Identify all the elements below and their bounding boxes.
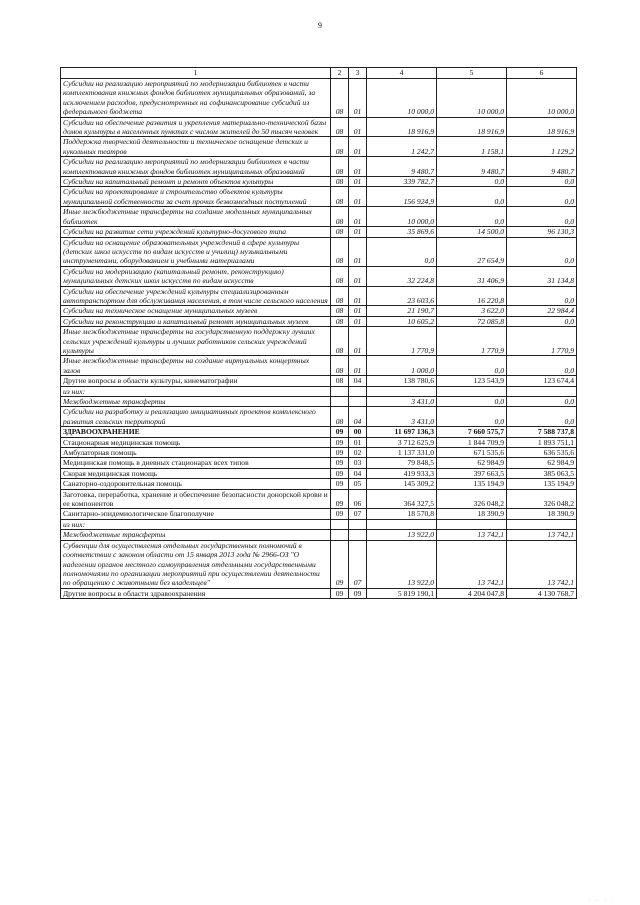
table-row [61, 316, 577, 326]
subsection-code-cell: 03 [349, 458, 367, 468]
amount-cell: 1 893 751,1 [507, 437, 577, 447]
amount-cell: 0,0 [507, 237, 577, 266]
amount-cell: 4 204 047,8 [437, 588, 507, 598]
table-body [61, 79, 577, 599]
subsection-code-cell: 01 [349, 187, 367, 207]
row-name-cell: Субсидии на техническое оснащение муниципальных музеев [61, 306, 331, 316]
amount-cell: 1 770,9 [437, 327, 507, 356]
section-code-cell: 08 [331, 327, 349, 356]
footer-mark: · ·· · · [588, 898, 614, 903]
subsection-code-cell: 01 [349, 207, 367, 227]
table-row [61, 588, 577, 598]
subsection-code-cell [349, 386, 367, 396]
row-name-cell: Субсидии на реализацию мероприятий по модернизации библиотек в части комплектования книжных фондов библиотек муниципальных образований, за исключением расходов, предусмотренных на софинансирование субсидий из федерального бюджета [61, 79, 331, 118]
subsection-code-cell [349, 519, 367, 529]
amount-cell: 1 137 331,0 [367, 448, 437, 458]
amount-cell: 1 129,2 [507, 137, 577, 157]
row-name-cell: Субсидии на обеспечение учреждений культуры специализированным автотранспортом для обслуживания населения, в том числе сельского населения [61, 286, 331, 306]
row-name-cell: Субсидии на реализацию мероприятий по модернизации библиотек в части комплектования книжных фондов библиотек муниципальных образований [61, 157, 331, 177]
amount-cell: 31 406,9 [437, 266, 507, 286]
amount-cell: 14 500,0 [437, 227, 507, 237]
section-code-cell: 08 [331, 376, 349, 386]
amount-cell [367, 519, 437, 529]
amount-cell: 0,0 [507, 207, 577, 227]
section-code-cell: 08 [331, 286, 349, 306]
subsection-code-cell: 01 [349, 137, 367, 157]
subsection-code-cell: 04 [349, 468, 367, 478]
row-name-cell: Субсидии на обеспечение развития и укрепления материально-технической базы домов культуры в населенных пунктах с числом жителей до 50 тысяч человек [61, 117, 331, 137]
row-name-cell: из них: [61, 519, 331, 529]
amount-cell: 0,0 [507, 316, 577, 326]
amount-cell: 9 480,7 [507, 157, 577, 177]
amount-cell: 21 190,7 [367, 306, 437, 316]
amount-cell: 10 000,0 [507, 79, 577, 118]
amount-cell: 1 158,1 [437, 137, 507, 157]
section-code-cell: 09 [331, 468, 349, 478]
amount-cell: 0,0 [367, 237, 437, 266]
table-row [61, 479, 577, 489]
column-header: 5 [437, 68, 507, 79]
table-row [61, 187, 577, 207]
subsection-code-cell: 01 [349, 286, 367, 306]
subsection-code-cell [349, 530, 367, 540]
amount-cell: 7 588 737,8 [507, 427, 577, 437]
amount-cell: 5 819 190,1 [367, 588, 437, 598]
table-row [61, 237, 577, 266]
amount-cell: 13 742,1 [437, 540, 507, 588]
subsection-code-cell: 01 [349, 157, 367, 177]
row-name-cell: Субсидии на реконструкцию и капитальный ремонт муниципальных музеев [61, 316, 331, 326]
column-header: 3 [349, 68, 367, 79]
row-name-cell: Субсидии на капитальный ремонт и ремонт объектов культуры [61, 177, 331, 187]
amount-cell: 0,0 [437, 397, 507, 407]
table-row [61, 519, 577, 529]
subsection-code-cell: 07 [349, 540, 367, 588]
amount-cell: 123 543,9 [437, 376, 507, 386]
column-header: 2 [331, 68, 349, 79]
amount-cell: 72 085,8 [437, 316, 507, 326]
subsection-code-cell: 09 [349, 588, 367, 598]
table-row [61, 530, 577, 540]
table-row [61, 137, 577, 157]
amount-cell: 0,0 [507, 397, 577, 407]
amount-cell [367, 386, 437, 396]
row-name-cell: Субсидии на оснащение образовательных учреждений в сфере культуры (детских школ искусств по видам искусств и училищ) музыкальными инструментами, оборудованием и учебными материалами [61, 237, 331, 266]
row-name-cell: Иные межбюджетные трансферты на государственную поддержку лучших сельских учреждений культуры и лучших работников сельских учреждений культуры [61, 327, 331, 356]
table-row [61, 177, 577, 187]
row-name-cell: Медицинская помощь в дневных стационарах всех типов [61, 458, 331, 468]
table-row [61, 356, 577, 376]
row-name-cell: Санитарно-эпидемиологическое благополучие [61, 509, 331, 519]
row-name-cell: Другие вопросы в области культуры, кинематографии [61, 376, 331, 386]
table-row [61, 489, 577, 509]
subsection-code-cell: 06 [349, 489, 367, 509]
amount-cell: 31 134,8 [507, 266, 577, 286]
amount-cell: 23 603,6 [367, 286, 437, 306]
amount-cell: 0,0 [437, 207, 507, 227]
table-row [61, 397, 577, 407]
amount-cell: 10 605,2 [367, 316, 437, 326]
row-name-cell: ЗДРАВООХРАНЕНИЕ [61, 427, 331, 437]
amount-cell: 123 674,4 [507, 376, 577, 386]
section-code-cell: 09 [331, 489, 349, 509]
table-row [61, 407, 577, 427]
table-row [61, 458, 577, 468]
amount-cell: 18 916,9 [437, 117, 507, 137]
section-code-cell [331, 530, 349, 540]
subsection-code-cell: 01 [349, 117, 367, 137]
subsection-code-cell: 01 [349, 306, 367, 316]
amount-cell: 156 924,9 [367, 187, 437, 207]
amount-cell: 0,0 [507, 187, 577, 207]
amount-cell: 385 063,5 [507, 468, 577, 478]
section-code-cell: 09 [331, 588, 349, 598]
subsection-code-cell: 01 [349, 327, 367, 356]
amount-cell: 1 000,0 [367, 356, 437, 376]
section-code-cell: 08 [331, 306, 349, 316]
subsection-code-cell: 04 [349, 407, 367, 427]
amount-cell: 16 220,8 [437, 286, 507, 306]
row-name-cell: Субсидии на разработку и реализацию инициативных проектов комплексного развития сельских территорий [61, 407, 331, 427]
section-code-cell: 09 [331, 479, 349, 489]
table-header-row [61, 68, 577, 79]
section-code-cell: 08 [331, 356, 349, 376]
amount-cell: 3 622,0 [437, 306, 507, 316]
amount-cell [507, 519, 577, 529]
row-name-cell: Заготовка, переработка, хранение и обеспечение безопасности донорской крови и ее компонентов [61, 489, 331, 509]
amount-cell: 18 390,9 [507, 509, 577, 519]
amount-cell: 1 242,7 [367, 137, 437, 157]
column-header: 1 [61, 68, 331, 79]
subsection-code-cell: 01 [349, 237, 367, 266]
row-name-cell: Иные межбюджетные трансферты на создание виртуальных концертных залов [61, 356, 331, 376]
section-code-cell: 09 [331, 437, 349, 447]
amount-cell: 671 535,6 [437, 448, 507, 458]
section-code-cell: 08 [331, 137, 349, 157]
table-row [61, 468, 577, 478]
table-row [61, 157, 577, 177]
column-header: 4 [367, 68, 437, 79]
column-header: 6 [507, 68, 577, 79]
section-code-cell: 08 [331, 266, 349, 286]
subsection-code-cell: 01 [349, 177, 367, 187]
row-name-cell: Межбюджетные трансферты [61, 397, 331, 407]
amount-cell: 1 770,9 [507, 327, 577, 356]
amount-cell [437, 519, 507, 529]
amount-cell: 0,0 [507, 177, 577, 187]
section-code-cell: 08 [331, 79, 349, 118]
section-code-cell: 09 [331, 540, 349, 588]
section-code-cell: 09 [331, 458, 349, 468]
amount-cell: 13 742,1 [507, 530, 577, 540]
amount-cell: 32 224,8 [367, 266, 437, 286]
budget-table [60, 67, 577, 599]
amount-cell: 326 048,2 [437, 489, 507, 509]
row-name-cell: Субвенции для осуществления отдельных государственных полномочий в соответствии с законом области от 15 января 2013 года № 2966-ОЗ "О наделении органов местного самоуправления отдельными государственными полномочиями по организации мероприятий при осуществлении деятельности по обращению с животными без владельцев" [61, 540, 331, 588]
section-code-cell: 08 [331, 157, 349, 177]
subsection-code-cell: 01 [349, 266, 367, 286]
amount-cell: 13 922,0 [367, 540, 437, 588]
amount-cell: 0,0 [437, 177, 507, 187]
amount-cell: 96 130,3 [507, 227, 577, 237]
amount-cell: 22 984,4 [507, 306, 577, 316]
amount-cell [437, 386, 507, 396]
amount-cell: 0,0 [437, 356, 507, 376]
amount-cell: 326 048,2 [507, 489, 577, 509]
amount-cell: 13 742,1 [507, 540, 577, 588]
row-name-cell: Стационарная медицинская помощь [61, 437, 331, 447]
amount-cell: 9 480,7 [437, 157, 507, 177]
amount-cell: 339 782,7 [367, 177, 437, 187]
amount-cell: 79 848,5 [367, 458, 437, 468]
table-row [61, 286, 577, 306]
table-row [61, 207, 577, 227]
section-code-cell [331, 386, 349, 396]
amount-cell: 18 916,9 [367, 117, 437, 137]
table-row [61, 427, 577, 437]
amount-cell: 0,0 [507, 407, 577, 427]
subsection-code-cell: 01 [349, 227, 367, 237]
amount-cell: 3 431,0 [367, 407, 437, 427]
table-row [61, 376, 577, 386]
section-code-cell: 09 [331, 509, 349, 519]
amount-cell: 0,0 [437, 187, 507, 207]
amount-cell: 4 130 768,7 [507, 588, 577, 598]
amount-cell: 135 194,9 [507, 479, 577, 489]
section-code-cell: 08 [331, 207, 349, 227]
amount-cell: 62 984,9 [507, 458, 577, 468]
section-code-cell: 08 [331, 187, 349, 207]
section-code-cell: 08 [331, 117, 349, 137]
amount-cell: 397 663,5 [437, 468, 507, 478]
amount-cell: 18 570,8 [367, 509, 437, 519]
table-row [61, 386, 577, 396]
row-name-cell: Санаторно-оздоровительная помощь [61, 479, 331, 489]
subsection-code-cell: 01 [349, 437, 367, 447]
table-row [61, 79, 577, 118]
amount-cell: 135 194,9 [437, 479, 507, 489]
table-row [61, 227, 577, 237]
row-name-cell: Субсидии на проектирование и строительство объектов культуры муниципальной собственности за счет прочих безвозмездных поступлений [61, 187, 331, 207]
amount-cell: 1 770,9 [367, 327, 437, 356]
subsection-code-cell: 00 [349, 427, 367, 437]
row-name-cell: Амбулаторная помощь [61, 448, 331, 458]
section-code-cell: 08 [331, 237, 349, 266]
amount-cell: 145 309,2 [367, 479, 437, 489]
subsection-code-cell: 02 [349, 448, 367, 458]
amount-cell: 636 535,6 [507, 448, 577, 458]
row-name-cell: Скорая медицинская помощь [61, 468, 331, 478]
section-code-cell: 08 [331, 177, 349, 187]
section-code-cell [331, 519, 349, 529]
amount-cell: 1 844 709,9 [437, 437, 507, 447]
section-code-cell: 09 [331, 427, 349, 437]
row-name-cell: из них: [61, 386, 331, 396]
table-row [61, 117, 577, 137]
section-code-cell [331, 397, 349, 407]
row-name-cell: Субсидии на развитие сети учреждений культурно-досугового типа [61, 227, 331, 237]
amount-cell: 27 654,9 [437, 237, 507, 266]
amount-cell: 0,0 [507, 286, 577, 306]
subsection-code-cell: 05 [349, 479, 367, 489]
amount-cell: 18 390,9 [437, 509, 507, 519]
table-row [61, 448, 577, 458]
row-name-cell: Межбюджетные трансферты [61, 530, 331, 540]
amount-cell: 0,0 [507, 356, 577, 376]
page-number: 9 [318, 21, 322, 30]
row-name-cell: Субсидии на модернизацию (капитальный ремонт, реконструкцию) муниципальных детских школ искусств по видам искусств [61, 266, 331, 286]
amount-cell: 18 916,9 [507, 117, 577, 137]
section-code-cell: 08 [331, 316, 349, 326]
subsection-code-cell: 07 [349, 509, 367, 519]
section-code-cell: 08 [331, 407, 349, 427]
amount-cell: 10 000,0 [437, 79, 507, 118]
section-code-cell: 08 [331, 227, 349, 237]
row-name-cell: Поддержка творческой деятельности и техническое оснащение детских и кукольных театров [61, 137, 331, 157]
table-row [61, 306, 577, 316]
amount-cell: 3 712 625,9 [367, 437, 437, 447]
subsection-code-cell: 01 [349, 316, 367, 326]
row-name-cell: Другие вопросы в области здравоохранения [61, 588, 331, 598]
amount-cell: 419 933,3 [367, 468, 437, 478]
table-row [61, 266, 577, 286]
amount-cell: 9 480,7 [367, 157, 437, 177]
amount-cell: 10 000,0 [367, 79, 437, 118]
subsection-code-cell [349, 397, 367, 407]
amount-cell: 11 697 136,3 [367, 427, 437, 437]
subsection-code-cell: 01 [349, 79, 367, 118]
amount-cell: 138 780,6 [367, 376, 437, 386]
amount-cell: 13 742,1 [437, 530, 507, 540]
section-code-cell: 09 [331, 448, 349, 458]
subsection-code-cell: 01 [349, 356, 367, 376]
table-row [61, 437, 577, 447]
amount-cell: 62 984,9 [437, 458, 507, 468]
amount-cell: 0,0 [437, 407, 507, 427]
amount-cell: 364 327,5 [367, 489, 437, 509]
row-name-cell: Иные межбюджетные трансферты на создание модельных муниципальных библиотек [61, 207, 331, 227]
amount-cell: 35 869,6 [367, 227, 437, 237]
amount-cell: 10 000,0 [367, 207, 437, 227]
table-row [61, 540, 577, 588]
amount-cell: 7 660 575,7 [437, 427, 507, 437]
table-row [61, 327, 577, 356]
subsection-code-cell: 04 [349, 376, 367, 386]
amount-cell: 3 431,0 [367, 397, 437, 407]
table-row [61, 509, 577, 519]
amount-cell: 13 922,0 [367, 530, 437, 540]
amount-cell [507, 386, 577, 396]
